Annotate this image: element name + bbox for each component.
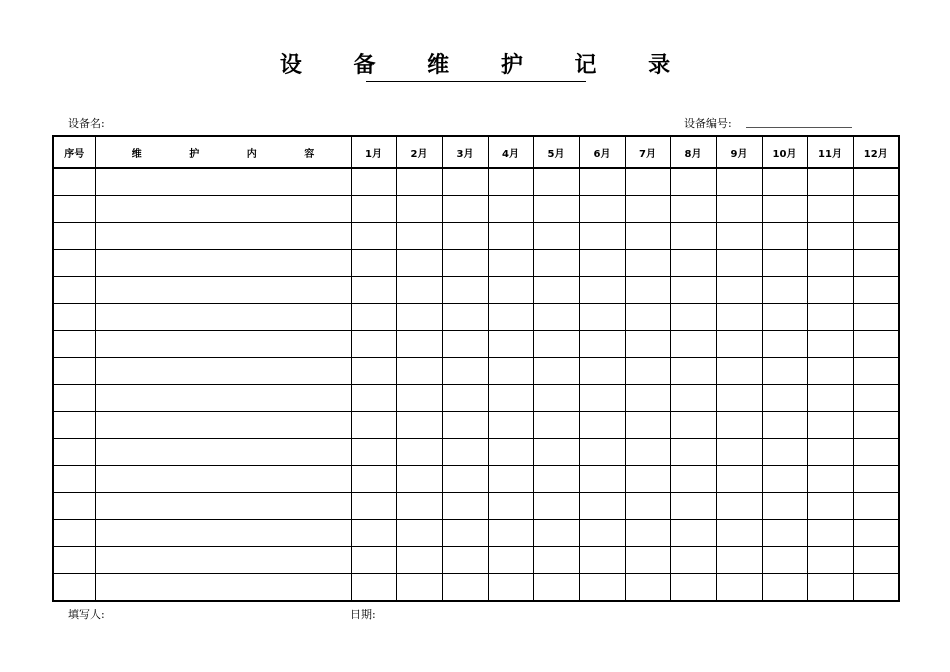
month-cell[interactable] [853, 277, 899, 304]
month-cell[interactable] [807, 574, 853, 602]
month-cell[interactable] [716, 520, 762, 547]
table-row [53, 277, 899, 304]
month-cell[interactable] [853, 168, 899, 196]
month-cell[interactable] [351, 493, 396, 520]
content-cell[interactable] [95, 331, 351, 358]
month-cell[interactable] [533, 358, 579, 385]
month-cell[interactable] [716, 358, 762, 385]
col-header-month: 6月 [579, 136, 625, 168]
content-cell[interactable] [95, 385, 351, 412]
month-cell[interactable] [762, 196, 807, 223]
month-cell[interactable] [396, 547, 442, 574]
month-cell[interactable] [442, 520, 488, 547]
month-cell[interactable] [716, 250, 762, 277]
month-cell[interactable] [762, 250, 807, 277]
month-cell[interactable] [625, 196, 670, 223]
month-cell[interactable] [533, 196, 579, 223]
table-row [53, 547, 899, 574]
month-cell[interactable] [670, 250, 716, 277]
col-header-index: 序号 [53, 136, 95, 168]
content-cell[interactable] [95, 412, 351, 439]
month-cell[interactable] [853, 547, 899, 574]
col-header-month: 10月 [762, 136, 807, 168]
col-header-month: 12月 [853, 136, 899, 168]
content-cell[interactable] [95, 466, 351, 493]
month-cell[interactable] [442, 547, 488, 574]
date-label: 日期: [350, 608, 376, 621]
month-cell[interactable] [488, 196, 533, 223]
month-cell[interactable] [579, 466, 625, 493]
month-cell[interactable] [625, 439, 670, 466]
month-cell[interactable] [396, 331, 442, 358]
month-cell[interactable] [351, 331, 396, 358]
month-cell[interactable] [853, 574, 899, 602]
month-cell[interactable] [670, 439, 716, 466]
content-cell[interactable] [95, 520, 351, 547]
content-cell[interactable] [95, 277, 351, 304]
month-cell[interactable] [807, 520, 853, 547]
month-cell[interactable] [579, 520, 625, 547]
title-underline [366, 81, 586, 82]
month-cell[interactable] [807, 547, 853, 574]
table-row [53, 250, 899, 277]
month-cell[interactable] [488, 547, 533, 574]
month-cell[interactable] [579, 168, 625, 196]
month-cell[interactable] [442, 331, 488, 358]
month-cell[interactable] [807, 196, 853, 223]
month-cell[interactable] [396, 574, 442, 602]
month-cell[interactable] [488, 574, 533, 602]
month-cell[interactable] [762, 439, 807, 466]
month-cell[interactable] [716, 439, 762, 466]
month-cell[interactable] [670, 331, 716, 358]
month-cell[interactable] [396, 196, 442, 223]
month-cell[interactable] [442, 412, 488, 439]
month-cell[interactable] [396, 250, 442, 277]
month-cell[interactable] [762, 385, 807, 412]
month-cell[interactable] [625, 168, 670, 196]
content-cell[interactable] [95, 304, 351, 331]
month-cell[interactable] [351, 358, 396, 385]
content-cell[interactable] [95, 358, 351, 385]
month-cell[interactable] [442, 439, 488, 466]
month-cell[interactable] [853, 466, 899, 493]
month-cell[interactable] [853, 493, 899, 520]
month-cell[interactable] [762, 547, 807, 574]
month-cell[interactable] [488, 277, 533, 304]
month-cell[interactable] [351, 250, 396, 277]
month-cell[interactable] [807, 385, 853, 412]
content-cell[interactable] [95, 439, 351, 466]
content-cell[interactable] [95, 574, 351, 602]
content-cell[interactable] [95, 493, 351, 520]
col-header-month: 2月 [396, 136, 442, 168]
month-cell[interactable] [488, 493, 533, 520]
month-cell[interactable] [351, 277, 396, 304]
month-cell[interactable] [396, 358, 442, 385]
month-cell[interactable] [807, 250, 853, 277]
month-cell[interactable] [716, 466, 762, 493]
month-cell[interactable] [533, 277, 579, 304]
index-cell[interactable] [53, 385, 95, 412]
month-cell[interactable] [853, 358, 899, 385]
table-row [53, 196, 899, 223]
month-cell[interactable] [396, 493, 442, 520]
month-cell[interactable] [670, 358, 716, 385]
index-cell[interactable] [53, 547, 95, 574]
month-cell[interactable] [579, 574, 625, 602]
month-cell[interactable] [716, 196, 762, 223]
index-cell[interactable] [53, 196, 95, 223]
month-cell[interactable] [625, 331, 670, 358]
month-cell[interactable] [533, 223, 579, 250]
month-cell[interactable] [396, 223, 442, 250]
content-cell[interactable] [95, 250, 351, 277]
table-row [53, 358, 899, 385]
col-header-month: 11月 [807, 136, 853, 168]
index-cell[interactable] [53, 493, 95, 520]
table-row [53, 412, 899, 439]
month-cell[interactable] [351, 439, 396, 466]
month-cell[interactable] [488, 412, 533, 439]
month-cell[interactable] [625, 223, 670, 250]
month-cell[interactable] [807, 277, 853, 304]
month-cell[interactable] [625, 412, 670, 439]
table-row [53, 466, 899, 493]
month-cell[interactable] [670, 385, 716, 412]
month-cell[interactable] [351, 196, 396, 223]
month-cell[interactable] [716, 331, 762, 358]
content-cell[interactable] [95, 547, 351, 574]
month-cell[interactable] [762, 520, 807, 547]
month-cell[interactable] [442, 466, 488, 493]
index-cell[interactable] [53, 304, 95, 331]
content-cell[interactable] [95, 223, 351, 250]
table-header-row [53, 136, 899, 168]
month-cell[interactable] [625, 250, 670, 277]
index-cell[interactable] [53, 250, 95, 277]
month-cell[interactable] [579, 250, 625, 277]
table-row [53, 168, 899, 196]
month-cell[interactable] [351, 547, 396, 574]
month-cell[interactable] [442, 358, 488, 385]
month-cell[interactable] [670, 547, 716, 574]
table-row [53, 493, 899, 520]
month-cell[interactable] [670, 574, 716, 602]
month-cell[interactable] [351, 412, 396, 439]
month-cell[interactable] [533, 331, 579, 358]
month-cell[interactable] [625, 466, 670, 493]
content-cell[interactable] [95, 196, 351, 223]
month-cell[interactable] [807, 168, 853, 196]
col-header-month: 7月 [625, 136, 670, 168]
month-cell[interactable] [716, 385, 762, 412]
equipment-number-label: 设备编号: [684, 117, 732, 130]
month-cell[interactable] [351, 520, 396, 547]
month-cell[interactable] [579, 547, 625, 574]
month-cell[interactable] [853, 196, 899, 223]
month-cell[interactable] [488, 520, 533, 547]
index-cell[interactable] [53, 223, 95, 250]
month-cell[interactable] [579, 439, 625, 466]
col-header-month: 8月 [670, 136, 716, 168]
col-header-content: 维 护 内 容 [95, 136, 351, 168]
month-cell[interactable] [442, 196, 488, 223]
month-cell[interactable] [625, 385, 670, 412]
month-cell[interactable] [533, 304, 579, 331]
month-cell[interactable] [579, 493, 625, 520]
month-cell[interactable] [579, 223, 625, 250]
table-row [53, 304, 899, 331]
index-cell[interactable] [53, 168, 95, 196]
month-cell[interactable] [396, 412, 442, 439]
month-cell[interactable] [670, 168, 716, 196]
month-cell[interactable] [351, 168, 396, 196]
month-cell[interactable] [396, 168, 442, 196]
month-cell[interactable] [625, 358, 670, 385]
month-cell[interactable] [579, 304, 625, 331]
month-cell[interactable] [853, 385, 899, 412]
month-cell[interactable] [351, 223, 396, 250]
month-cell[interactable] [579, 331, 625, 358]
month-cell[interactable] [625, 520, 670, 547]
month-cell[interactable] [807, 304, 853, 331]
table-row [53, 574, 899, 602]
index-cell[interactable] [53, 520, 95, 547]
month-cell[interactable] [807, 412, 853, 439]
month-cell[interactable] [670, 466, 716, 493]
month-cell[interactable] [579, 412, 625, 439]
month-cell[interactable] [625, 493, 670, 520]
month-cell[interactable] [351, 574, 396, 602]
equipment-name-label: 设备名: [68, 117, 105, 130]
month-cell[interactable] [853, 223, 899, 250]
month-cell[interactable] [442, 223, 488, 250]
month-cell[interactable] [488, 358, 533, 385]
month-cell[interactable] [670, 520, 716, 547]
month-cell[interactable] [533, 250, 579, 277]
month-cell[interactable] [762, 466, 807, 493]
month-cell[interactable] [533, 547, 579, 574]
index-cell[interactable] [53, 466, 95, 493]
month-cell[interactable] [442, 493, 488, 520]
month-cell[interactable] [807, 466, 853, 493]
month-cell[interactable] [625, 547, 670, 574]
page-title: 设 备 维 护 记 录 [279, 53, 693, 78]
month-cell[interactable] [716, 223, 762, 250]
month-cell[interactable] [396, 385, 442, 412]
equipment-number-blank [746, 127, 852, 128]
month-cell[interactable] [488, 304, 533, 331]
filled-by-label: 填写人: [68, 608, 105, 621]
table-row [53, 520, 899, 547]
table-row [53, 385, 899, 412]
month-cell[interactable] [396, 277, 442, 304]
month-cell[interactable] [396, 520, 442, 547]
maintenance-record-table [52, 135, 900, 602]
month-cell[interactable] [716, 412, 762, 439]
month-cell[interactable] [488, 385, 533, 412]
month-cell[interactable] [351, 304, 396, 331]
month-cell[interactable] [533, 493, 579, 520]
index-cell[interactable] [53, 412, 95, 439]
month-cell[interactable] [533, 466, 579, 493]
table-body [53, 168, 899, 601]
month-cell[interactable] [807, 223, 853, 250]
month-cell[interactable] [807, 331, 853, 358]
month-cell[interactable] [488, 331, 533, 358]
month-cell[interactable] [716, 277, 762, 304]
month-cell[interactable] [533, 385, 579, 412]
month-cell[interactable] [670, 304, 716, 331]
month-cell[interactable] [670, 196, 716, 223]
month-cell[interactable] [351, 385, 396, 412]
month-cell[interactable] [670, 493, 716, 520]
month-cell[interactable] [442, 168, 488, 196]
col-header-month: 4月 [488, 136, 533, 168]
month-cell[interactable] [853, 439, 899, 466]
col-header-month: 5月 [533, 136, 579, 168]
month-cell[interactable] [762, 412, 807, 439]
index-cell[interactable] [53, 277, 95, 304]
month-cell[interactable] [533, 412, 579, 439]
month-cell[interactable] [488, 168, 533, 196]
month-cell[interactable] [579, 196, 625, 223]
month-cell[interactable] [488, 466, 533, 493]
month-cell[interactable] [533, 574, 579, 602]
month-cell[interactable] [762, 331, 807, 358]
month-cell[interactable] [853, 412, 899, 439]
month-cell[interactable] [579, 385, 625, 412]
month-cell[interactable] [533, 520, 579, 547]
table-row [53, 223, 899, 250]
month-cell[interactable] [762, 277, 807, 304]
index-cell[interactable] [53, 358, 95, 385]
month-cell[interactable] [442, 385, 488, 412]
month-cell[interactable] [762, 358, 807, 385]
index-cell[interactable] [53, 439, 95, 466]
month-cell[interactable] [853, 250, 899, 277]
index-cell[interactable] [53, 331, 95, 358]
month-cell[interactable] [716, 574, 762, 602]
month-cell[interactable] [396, 466, 442, 493]
month-cell[interactable] [807, 358, 853, 385]
month-cell[interactable] [853, 304, 899, 331]
month-cell[interactable] [442, 574, 488, 602]
col-header-month: 1月 [351, 136, 396, 168]
month-cell[interactable] [853, 520, 899, 547]
month-cell[interactable] [579, 277, 625, 304]
table-row [53, 331, 899, 358]
month-cell[interactable] [442, 250, 488, 277]
month-cell[interactable] [762, 493, 807, 520]
month-cell[interactable] [807, 493, 853, 520]
col-header-month: 3月 [442, 136, 488, 168]
month-cell[interactable] [533, 168, 579, 196]
month-cell[interactable] [716, 493, 762, 520]
content-cell[interactable] [95, 168, 351, 196]
month-cell[interactable] [442, 277, 488, 304]
month-cell[interactable] [625, 304, 670, 331]
month-cell[interactable] [762, 304, 807, 331]
month-cell[interactable] [670, 223, 716, 250]
month-cell[interactable] [488, 223, 533, 250]
month-cell[interactable] [716, 547, 762, 574]
month-cell[interactable] [351, 466, 396, 493]
month-cell[interactable] [670, 277, 716, 304]
month-cell[interactable] [762, 223, 807, 250]
month-cell[interactable] [716, 304, 762, 331]
month-cell[interactable] [579, 358, 625, 385]
month-cell[interactable] [396, 304, 442, 331]
month-cell[interactable] [488, 439, 533, 466]
month-cell[interactable] [442, 304, 488, 331]
month-cell[interactable] [625, 574, 670, 602]
month-cell[interactable] [807, 439, 853, 466]
month-cell[interactable] [670, 412, 716, 439]
month-cell[interactable] [488, 250, 533, 277]
month-cell[interactable] [533, 439, 579, 466]
month-cell[interactable] [853, 331, 899, 358]
month-cell[interactable] [625, 277, 670, 304]
table-row [53, 439, 899, 466]
month-cell[interactable] [716, 168, 762, 196]
month-cell[interactable] [762, 574, 807, 602]
month-cell[interactable] [396, 439, 442, 466]
month-cell[interactable] [762, 168, 807, 196]
col-header-month: 9月 [716, 136, 762, 168]
index-cell[interactable] [53, 574, 95, 602]
